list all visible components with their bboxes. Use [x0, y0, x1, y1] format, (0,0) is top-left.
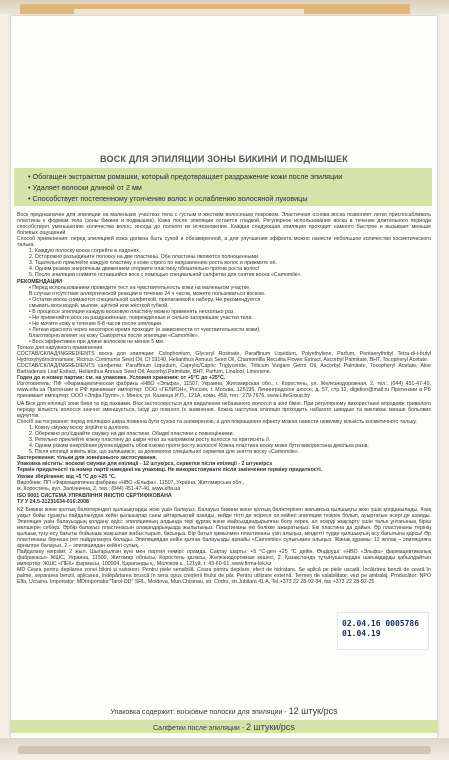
ua-step: 5. Після епіляції зніміть віск, що залишився, за допомогою спеціальної серветки для зняття воску «Camomile». [29, 449, 300, 456]
wipes-label: Салфетки после эпиляции - [153, 725, 247, 732]
ru-rec: • Воск эффективен при длине волосков не менее 5 мм. [29, 338, 165, 345]
md-text: MD Ceara pentru depilarea zonei bikini și subsuori. Pentru piele sensibilă. Ceara pentru depilare, efect de hidratare. Se aplică pe piele uscată. Încălzirea benzii de ceară în palme, separarea benzii, aplicarea, îndepărtarea bruscă în sens opus creșterii firului de păr. Pentru utilizare externă. Termen de valabilitate: vezi pe ambalaj. Producător: NPO Elfa, Ucraina. Importator: MDImportator"Tarol-DD" SRL, Moldova, Mun.Chisinau, str. Codru, str.Jubilara 41 A, Tel.+373 22 28-92-34, fax +373 22 28-92-25 [17, 567, 431, 586]
ru-rec: • В процессе эпиляции каждую восковую пластину можно применять несколько раз. [29, 308, 235, 315]
ru-rec: • Не мочите кожу в течение 6-8 часов после эпиляции. [29, 320, 163, 327]
package-top-edge [0, 0, 449, 14]
ua-term: Термін придатності та номер партії наведені на упаковці. Не використовувати після закінчення терміну придатності. [17, 467, 323, 474]
ua-manufacturer: Виробник: ПП «Фармацевтична фабрика «НВО «Ельфа», 11507, Україна, Житомирська обл., [17, 479, 245, 486]
ua-step: 1. Кожну смужку воску зігрійте в долонях. [29, 425, 131, 432]
ru-intro: Воск предназначен для эпиляции на маленьких участках тела с густым и жестким волосяным покровом. Эластичная основа воска позволяет легко приспосабливать пластины к формам тела (зоны бикини и подмышек). Кожа после эпиляции остается гладкой. Регулярное использование воска в течение длительного периода способствует уменьшению количества волос, иногда до полного их исчезновения. Каждая следующая эпиляция проходит намного быстрее и вызывает меньше болевых ощущений. [17, 212, 431, 237]
ua-method: Спосіб застосування: перед епіляцією шкіра повинна бути сухою та знежиреною, а для покращення ефекту можна нанести невелику кількість косметичного тальку. [17, 419, 417, 426]
package-contents-strips [11, 706, 437, 716]
ua-storage: Умови зберігання: від +5 °С до +25 °С. [17, 473, 116, 480]
package-top-band [20, 4, 410, 14]
product-label-card [11, 16, 437, 738]
ru-rec: смывать воск водой, мылом, щёткой или жёсткой губкой. [29, 302, 169, 309]
contents-quantity: 12 штук/pcs [288, 706, 338, 716]
product-title: ВОСК ДЛЯ ЭПИЛЯЦИИ ЗОНЫ БИКИНИ И ПОДМЫШЕК [100, 154, 348, 164]
benefits-box [14, 168, 432, 206]
ua-pack: Упаковка містить: воскові смужки для епіляції - 12 штук/pcs, серветки після епіляції - 2 штуки/pcs [17, 461, 273, 468]
ru-method: Способ применения: перед эпиляцией кожа должна быть сухой и обезжиренной, а для улучшения эффекта можно нанести небольшое количество косметического талька. [17, 236, 431, 249]
ru-step: 5. После эпиляции снимите оставшийся воск с помощью специальной салфетки для снятия воска «Camomile». [29, 272, 302, 279]
ru-step: 1. Каждую полоску воска согрейте в ладонях. [29, 248, 141, 255]
kz-text: KZ Бикини және қолтық бөліктеріндегі қылшықтарды жою үшін балауыз. Балауыз бикини және қолтық бөліктерінен жағымсыз қылшықты жою үшін қолданылады. Ұзақ уақыт бойы тұрақты пайдаланудан кейін қылшықтар саны айтарлықтай азаяды, кейде тіпті де әсіресе ол кейінгі эпиляция тезірек болып, ауыртатын әсері де азаяды. Эпиляция үшін балауыздың қолдану әдісі: эпиляцияның алдында тері құрғақ және майсыздандырылған болу керек, ал әсерді жақсарту үшін тальк ұнтағының біраз мөлшерін себіңіз. Әрбір балауыз пластинасын алақандарыңызда жылытыңыз. Пластинаны екі бөлікке ажыратыңыз. Екі пластина да дайын. Әр пластинаны терінің қылшық түзу өсу бағыты бойынша жақсылап жабыстырып, басыңыз. Бір батыл қимылмен пластинаны үзіп алыңыз, міндетті түрде қылшықтың өсу бағытына қарсы! Әр пластинаны бірнеше рет пайдалануға болады. Эпиляциядан кейін қалған балауызды арнайы «Camomile» сулығымен алыңыз. Жинақ құрамы: 12 жолақ – эпиляцияға арналған балауыз, 2 – эпиляциядан кейінгі сулық. [17, 506, 431, 550]
iso-certification: ISO 9001 СИСТЕМА УПРАВЛІННЯ ЯКІСТЮ СЕРТИФІКОВАНА [17, 493, 172, 500]
ru-rec: Благотворно влияет на кожу Сыворотка после эпиляции «Camomile». [29, 332, 200, 339]
ua-step: 2. Обережно роз'єднайте смужку на дві пластини. Обидві пластини є повноцінними. [29, 431, 234, 438]
expiry-date: 01.04.19 [342, 629, 381, 638]
ru-rec: • Не применяйте воск на раздражённые, повреждённые и сильно загоревшие участки тела. [29, 314, 253, 321]
benefit-item: • Удаляет волоски длиной от 2 мм [28, 183, 142, 192]
contents-label: Упаковка содержит: восковые полоски для эпиляции - [110, 709, 289, 716]
ua-intro: UA Віск для епіляції зони бікіні та під пахвами. Віск застосовується для видалення небажаного волосся в зоні бікіні. При регулярному використанні впродовж тривалого періоду кількість волосся значно зменшується, іноді до повного їх зникнення. Кожна наступна епіляція проходить набагато швидше та викликає менше больових відчуттів. [17, 400, 431, 420]
ru-manufacturer: Изготовитель: ПФ «Фармацевтическая фабрика «НВО «Эльфа», 11507, Украина, Житомирская обл., г. Коростень, ул. Железнодорожная, 2, тел.: (044) 451-47-40, www.elfa.ua Претензии в РФ принимает импортер: ООО «ГЕЛИОН», Россия, г. Москва, 125195, Ленинградское шоссе, д. 57, стр.12, digidion@mail.ru Претензии в РБ принимает импортер: ООО «Элфа Групп», г. Минск, ул. Казинца И.П., 121А, комн. 459, тел.: 279-7676, www.LifeGroup.by [17, 381, 431, 400]
package-bottom-edge [0, 738, 449, 760]
benefit-item: • Обогащен экстрактом ромашки, который предотвращает раздражение кожи после эпиляции [28, 172, 343, 181]
batch-date-stamp [337, 612, 429, 650]
ru-rec: В случае отсутствия аллергической реакции в течение 24 ч часов, можете пользоваться воском. [29, 290, 266, 297]
package-contents-wipes [11, 722, 437, 732]
ru-step: 2. Осторожно разъедините полоску на две пластины. Обе пластины являются полноценными. [29, 254, 260, 261]
instructions-text [17, 212, 431, 585]
kz-text-details: Пайдалану мерзімі: 2 жыл. Шығарылған күні мен партия нөмірі: орамда. Сақтау шарты: +5 °С-ден +25 °С дейін. Өндіруші: «НВО «Эльфа» фармацевтикалық фабрикасы» ЖШС, Украина, 11500, Житомир облысы, Коростень қаласы, Железнодорожная көшесі, 2. Қазақстанда тұтынушылардан шағымдарды қабылдайтын импортёр: ЖШС «ПЕК» фармасы, 100004, Қарағанды қ., Молоков к., 121уй, т. 43-60-61, www.firma-lek.kz [17, 549, 431, 568]
ua-step: 3. Ретельно приклейте кожну пластину до шкіри чітко за напрямком росту волосся та притисніть її. [29, 437, 271, 444]
ru-rec: • Перед использованием проведите тест на чувствительность кожи на маленьком участке. [29, 284, 251, 291]
ru-rec: • Остатки воска снимаются специальной салфеткой, прилагаемой к набору. Не рекомендуется [29, 296, 261, 303]
benefit-item: • Способствует постепенному утончению волос и ослаблению волосяной луковицы [28, 194, 308, 203]
ru-composition: СОСТАВ/СКЛАД/INGREDIENTS воска для эпиляции: Colophonium, Glyceryl Rosinate, Paraffinum Liquidum, Polyethylene, Parfum, Pentaerythrityl Tetra-di-t-butyl Hydroxyhydrocinnamate, Ricinus Communis Seed Oil, CI 19140, Helianthus Annuus Seed Oil, Chamomilla Recutita Flower Extract, Ascorbyl Palmitate, BHT, Tocopheryl Acetate. [17, 351, 431, 364]
ru-step: 4. Одним резким энергичным движением оторвите пластину обязательно против роста волос! [29, 266, 260, 273]
package-bottom-strip [18, 746, 431, 754]
ua-manufacturer-address: м. Коростень, вул. Залізнична, 2, тел.: (044) 451-47-40, www.elfa.ua [17, 485, 181, 492]
ru-recommendations-heading: РЕКОМЕНДАЦИИ [17, 278, 62, 285]
ru-shelf-life: Годен до и номер партии: см. на упаковке. Условия хранения: от +5°С до +25°С. [17, 375, 226, 382]
tu-standard: ТУ У 24.5-31231634-016:2008 [17, 499, 89, 506]
ua-step: 4. Одним різким енергійним рухом відірвіть обов'язково проти росту волосся! Кожна пластина воску може бути використана декілька разів. [29, 443, 369, 450]
ru-rec: • Легкая краснота через некоторое время проходит (в зависимости от чувствительности кожи). [29, 326, 261, 333]
ru-composition-wipe: СОСТАВ/СКЛАД/INGREDIENTS салфетки: Paraffinum Liquidum, Caprylic/Capric Triglyceride, Triticum Vulgare Germ Oil, Ascorbyl Palmitate, Tocopheryl Acetate, Aloe Barbadensis Leaf Extract, Helianthus Annuus Seed Oil, Ascorbyl Palmitate, BHT, Parfum, Linalool, Limonene. [17, 363, 431, 376]
wipes-quantity: 2 штуки/pcs [246, 722, 295, 732]
ua-restricted: Застереження: тільки для зовнішнього застосування. [17, 455, 158, 462]
manufacture-date-batch: 02.04.16 0005786 [342, 619, 420, 628]
ru-external-use: Только для наружного применения. [17, 345, 104, 352]
ru-step: 3. Тщательно приклейте каждую пластину к коже строго по направлению роста волос и прижмите её. [29, 260, 278, 267]
